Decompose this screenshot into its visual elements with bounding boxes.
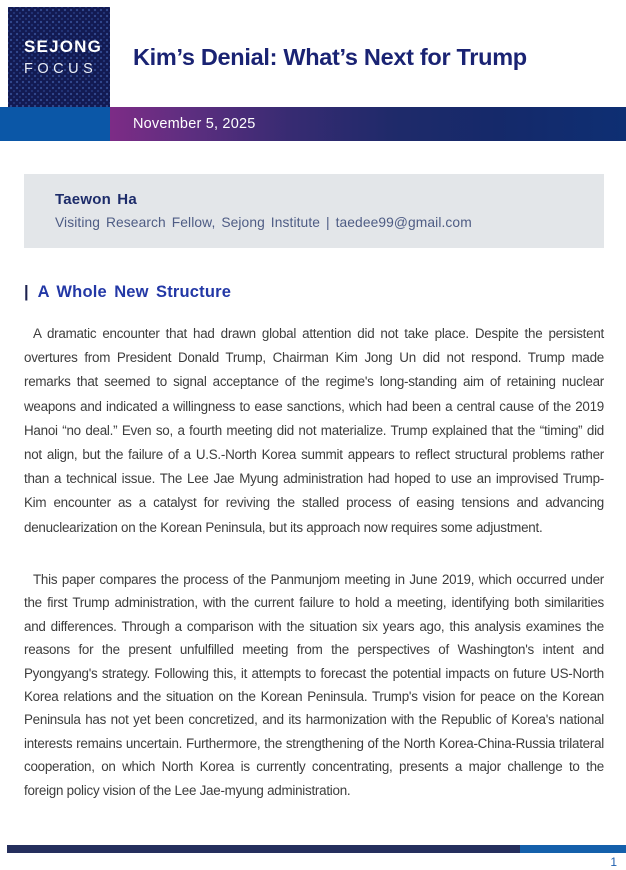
footer-rule-blue: [520, 845, 626, 853]
page-title: Kim’s Denial: What’s Next for Trump: [133, 44, 527, 70]
body-paragraph: This paper compares the process of the Panmunjom meeting in June 2019, which occurred under the first Trump administration, with the current failure to hold a meeting, identifying both similarities and differences. Through a comparison with the situation six years ago, this analysis examines the reasons for the present unfulfilled meeting from the perspectives of Washington's intent and Pyongyang's strategy. Following this, it attempts to forecast the potential impacts on future US-North Korea relations and the situation on the Korean Peninsula. Trump's vision for peace on the Korean Peninsula has not yet been concretized, and its harmonization with the Republic of Korea's national interests remains uncertain. Furthermore, the strengthening of the North Korea-China-Russia trilateral cooperation, on which North Korea is currently concentrating, presents a major challenge to the foreign policy vision of the Lee Jae-myung administration.: [24, 572, 604, 798]
brand-focus-label: FOCUS: [24, 61, 98, 77]
accent-strip: [0, 107, 110, 141]
date-banner: [110, 107, 626, 141]
author-name: Taewon Ha: [55, 191, 137, 208]
publication-date: November 5, 2025: [133, 116, 256, 132]
heading-text: A Whole New Structure: [37, 283, 232, 301]
footer-rule-dark: [7, 845, 520, 853]
author-affiliation: Visiting Research Fellow, Sejong Institute | taedee99@gmail.com: [55, 215, 472, 230]
sejong-focus-logo: [8, 7, 110, 107]
section-heading: [24, 283, 231, 302]
brand-sejong-label: SEJONG: [24, 37, 103, 56]
author-card: [24, 174, 604, 248]
body-paragraph: A dramatic encounter that had drawn global attention did not take place. Despite the persistent overtures from President Donald Trump, Chairman Kim Jong Un did not respond. Trump made remarks that seemed to signal acceptance of the regime's long-standing aim of retaining nuclear weapons and indicated a willingness to ease sanctions, which had been a central cause of the 2019 Hanoi “no deal.” Even so, a fourth meeting did not materialize. Trump explained that the “timing” did not align, but the failure of a U.S.-North Korea summit appears to reflect structural problems rather than a technical issue. The Lee Jae Myung administration had hoped to use an improvised Trump-Kim encounter as a catalyst for reviving the stalled process of easing tensions and advancing denuclearization on the Korean Peninsula, but its approach now requires some adjustment.: [24, 326, 604, 535]
heading-marker: |: [24, 283, 29, 301]
page-number: 1: [610, 855, 617, 869]
